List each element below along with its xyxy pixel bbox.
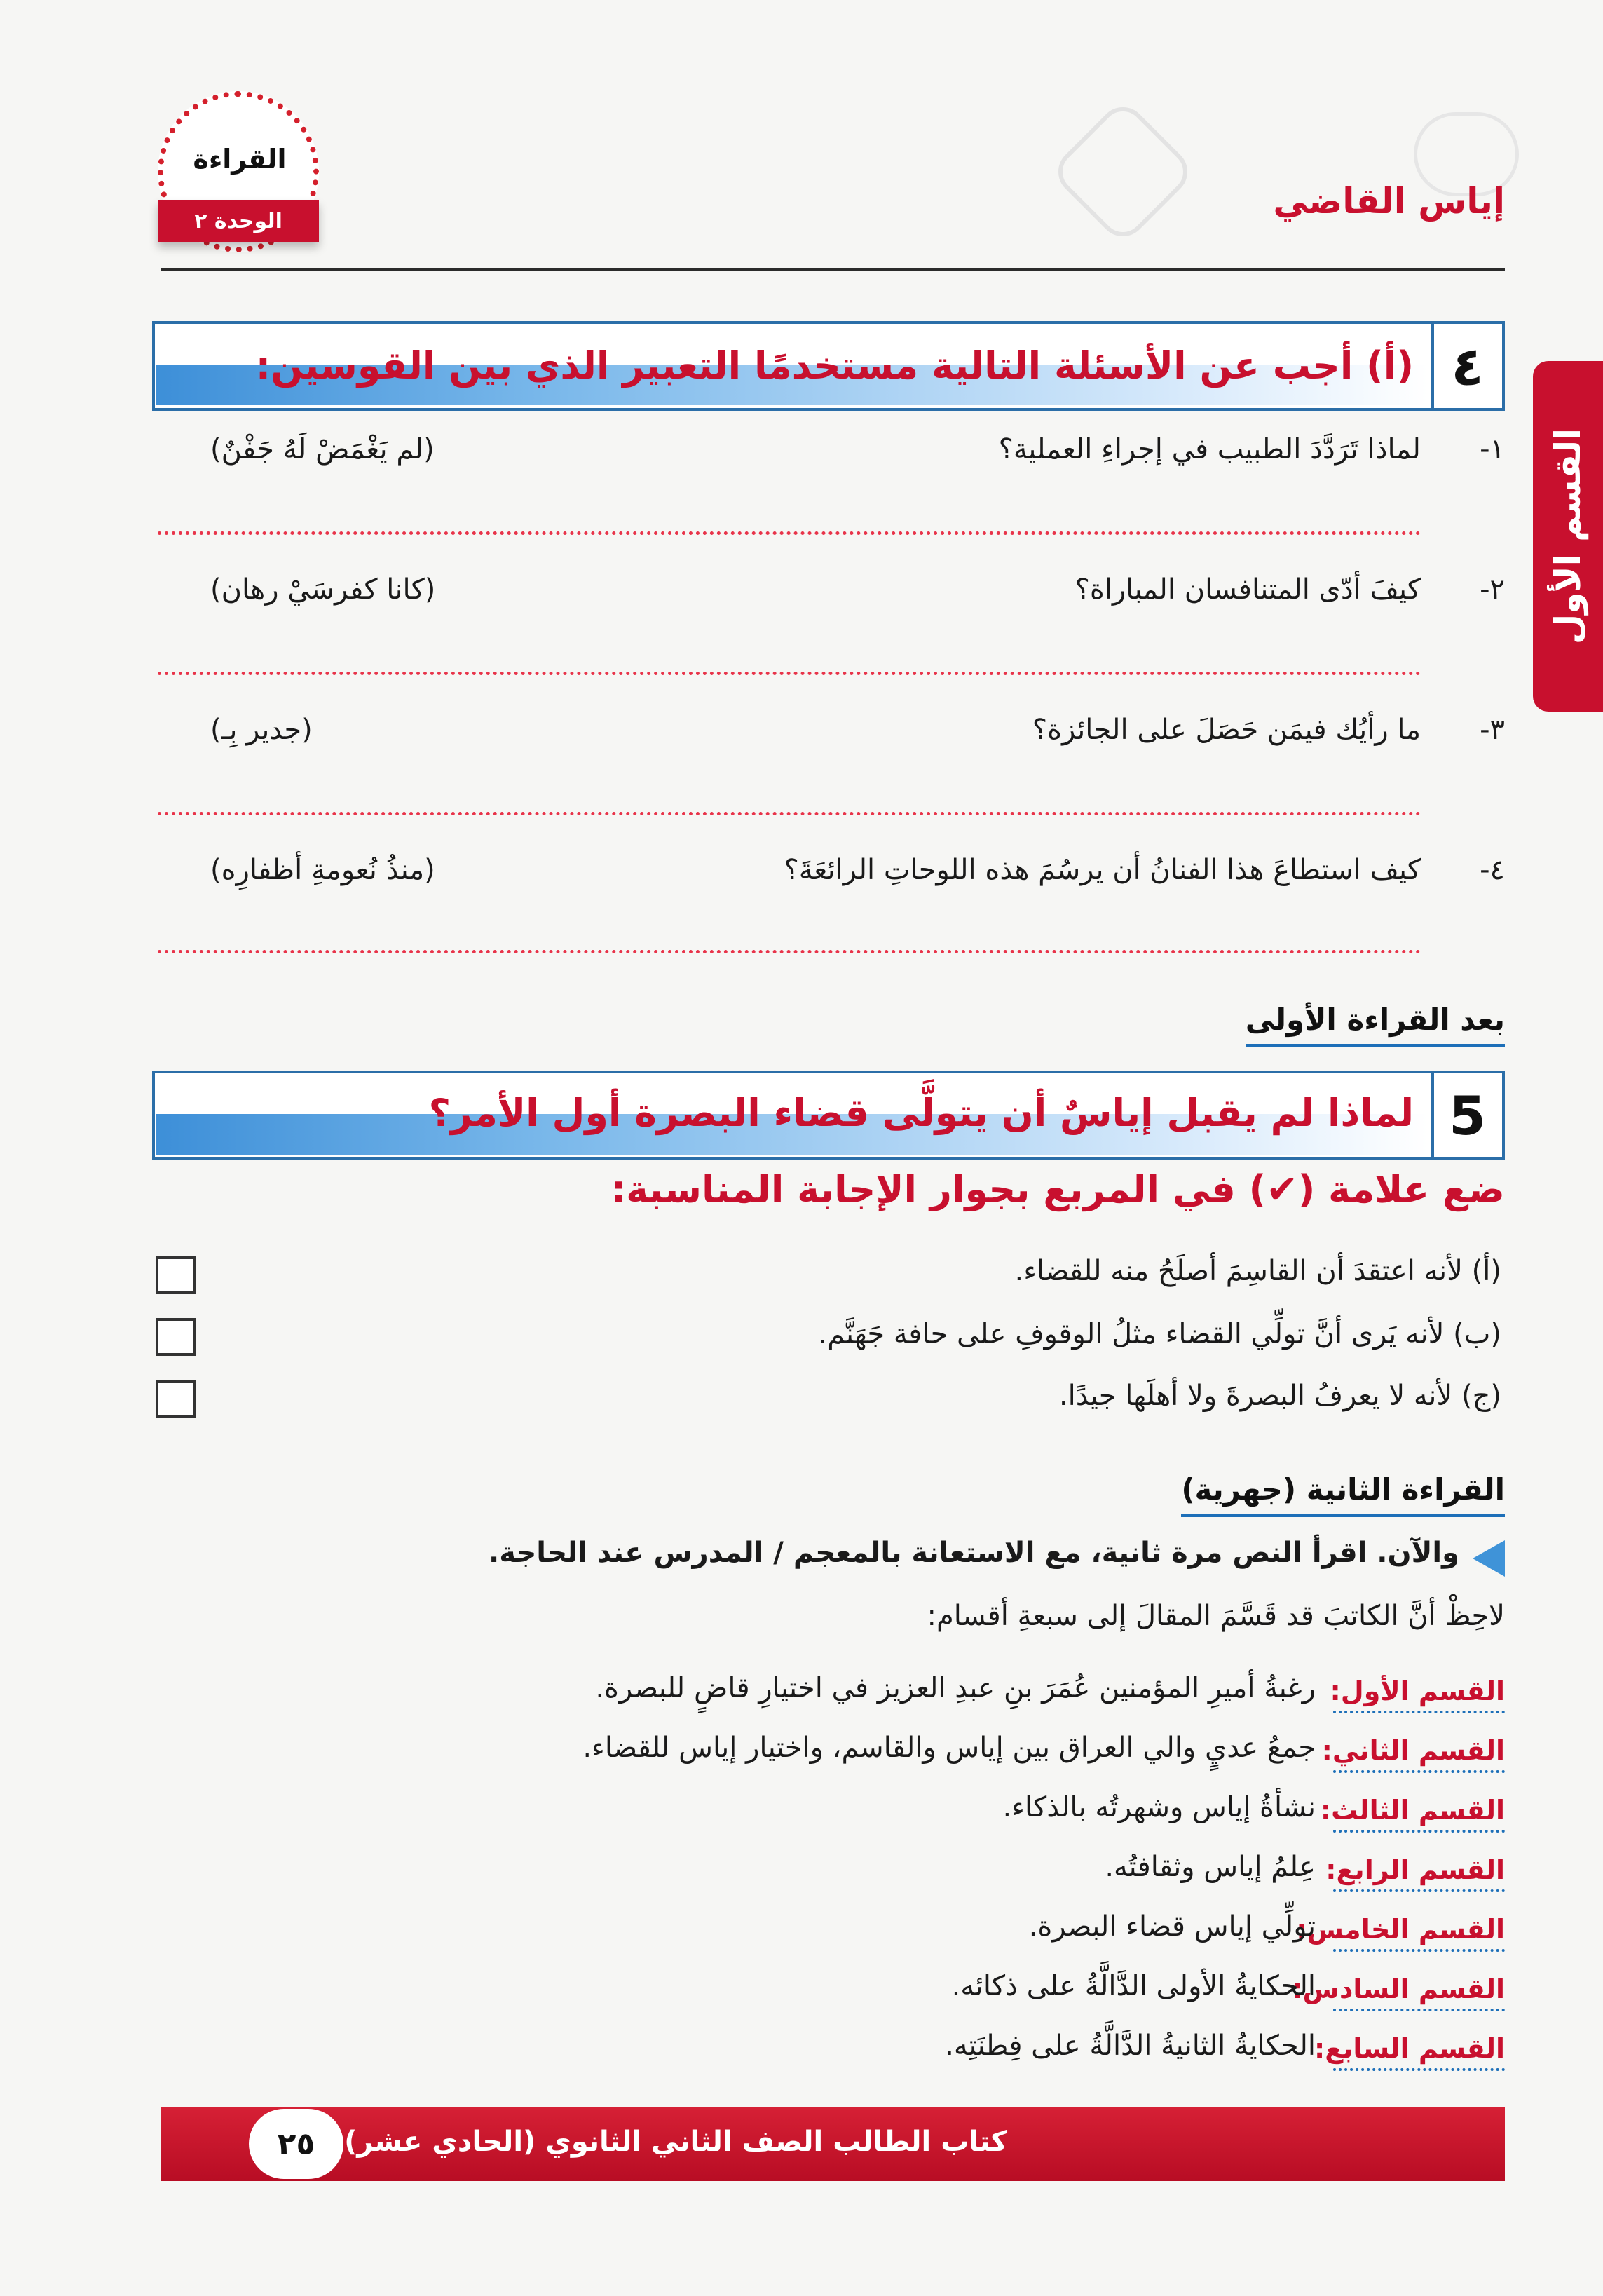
question-1-text: لماذا تَرَدَّدَ الطبيب في إجراءِ العملية؟ (998, 433, 1421, 466)
exercise-5-number: 5 (1449, 1084, 1486, 1147)
question-2-text: كيفَ أدّى المتنافسان المباراة؟ (1075, 573, 1421, 606)
option-a-checkbox[interactable] (156, 1256, 196, 1294)
question-3-hint: (جدير بِـ) (210, 714, 313, 746)
question-3-text: ما رأيُك فيمَن حَصَلَ على الجائزة؟ (1032, 714, 1421, 746)
lesson-title: إياس القاضي (1273, 181, 1505, 222)
sections-note: لاحِظْ أنَّ الكاتبَ قد قَسَّمَ المقالَ إلى سبعةِ أقسام: (927, 1600, 1505, 1632)
question-2-number: ٢- (1480, 573, 1505, 606)
section-1-desc: رغبةُ أميرِ المؤمنين عُمَرَ بنِ عبدِ العزيز في اختيارِ قاضٍ للبصرة. (595, 1672, 1316, 1704)
after-first-reading-heading: بعد القراءة الأولى (1246, 1003, 1505, 1047)
question-2-hint: (كانا كفرسَيْ رهان) (210, 573, 436, 606)
play-arrow-icon (1473, 1540, 1505, 1577)
page-number: ٢٥ (249, 2109, 343, 2179)
exercise-4-number-divider (1431, 321, 1434, 411)
option-a: (أ) لأنه اعتقدَ أن القاسِمَ أصلَحُ منه للقضاء. (1014, 1255, 1501, 1287)
answer-line-4[interactable] (158, 950, 1421, 953)
question-4-hint: (منذُ نُعومةِ أظفارِه) (210, 854, 435, 886)
section-7-desc: الحكايةُ الثانيةُ الدَّالَّةُ على فِطنَتِه. (945, 2030, 1316, 2062)
answer-line-3[interactable] (158, 812, 1421, 815)
section-2-desc: جمعُ عديٍ والي العراق بين إياس والقاسم، واختيار إياس للقضاء. (582, 1732, 1316, 1764)
section-3-desc: نشأةُ إياس وشهرتُه بالذكاء. (1002, 1791, 1316, 1823)
exercise-5-number-divider (1431, 1071, 1434, 1160)
header-divider (161, 268, 1505, 271)
section-5-desc: تولِّي إياس قضاء البصرة. (1028, 1910, 1316, 1943)
option-c-checkbox[interactable] (156, 1380, 196, 1418)
exercise-5-title: لماذا لم يقبل إياسٌ أن يتولَّى قضاء البصرة أول الأمر؟ (428, 1091, 1414, 1135)
exercise-4-number: ٤ (1451, 334, 1484, 398)
question-4-number: ٤- (1480, 854, 1505, 886)
section-7-label: القسم السابع: (1333, 2033, 1505, 2071)
section-3-label: القسم الثالث: (1333, 1795, 1505, 1833)
header-watermark-shape (1049, 97, 1197, 246)
answer-line-1[interactable] (158, 531, 1421, 535)
section-1-label: القسم الأول: (1333, 1676, 1505, 1713)
question-1-hint: (لم يَغْمَضْ لَهُ جَفْنٌ) (210, 433, 435, 466)
option-b-checkbox[interactable] (156, 1318, 196, 1356)
section-4-desc: عِلمُ إياس وثقافتُه. (1105, 1851, 1316, 1883)
section-5-label: القسم الخامس: (1333, 1914, 1505, 1952)
exercise-5-instruction: ضع علامة (✔) في المربع بجوار الإجابة المناسبة: (610, 1167, 1505, 1211)
question-1-number: ١- (1480, 433, 1505, 466)
section-6-desc: الحكايةُ الأولى الدَّالَّةُ على ذكائه. (951, 1970, 1316, 2002)
section-6-label: القسم السادس: (1333, 1974, 1505, 2011)
question-3-number: ٣- (1480, 714, 1505, 746)
section-label: القراءة (193, 144, 287, 175)
side-tab-label: القسم الأول (1547, 428, 1588, 645)
exercise-4-title: (أ) أجب عن الأسئلة التالية مستخدمًا التعبير الذي بين القوسين: (255, 344, 1414, 388)
option-b: (ب) لأنه يَرى أنَّ تولِّي القضاء مثلُ الوقوفِ على حافة جَهَنَّم. (818, 1318, 1501, 1350)
section-4-label: القسم الرابع: (1333, 1854, 1505, 1892)
unit-label: الوحدة ٢ (158, 200, 319, 242)
question-4-text: كيف استطاعَ هذا الفنانُ أن يرسُمَ هذه اللوحاتِ الرائعَةَ؟ (784, 854, 1421, 886)
second-reading-instruction: والآن. اقرأ النص مرة ثانية، مع الاستعانة بالمعجم / المدرس عند الحاجة. (489, 1537, 1459, 1569)
answer-line-2[interactable] (158, 672, 1421, 675)
second-reading-heading: القراءة الثانية (جهرية) (1181, 1472, 1505, 1517)
side-section-tab (1533, 361, 1603, 712)
section-2-label: القسم الثاني: (1333, 1735, 1505, 1773)
option-c: (ج) لأنه لا يعرفُ البصرةَ ولا أهلَها جيدًا. (1058, 1380, 1501, 1412)
book-title: كتاب الطالب الصف الثاني الثانوي (الحادي عشر) (344, 2126, 1007, 2158)
